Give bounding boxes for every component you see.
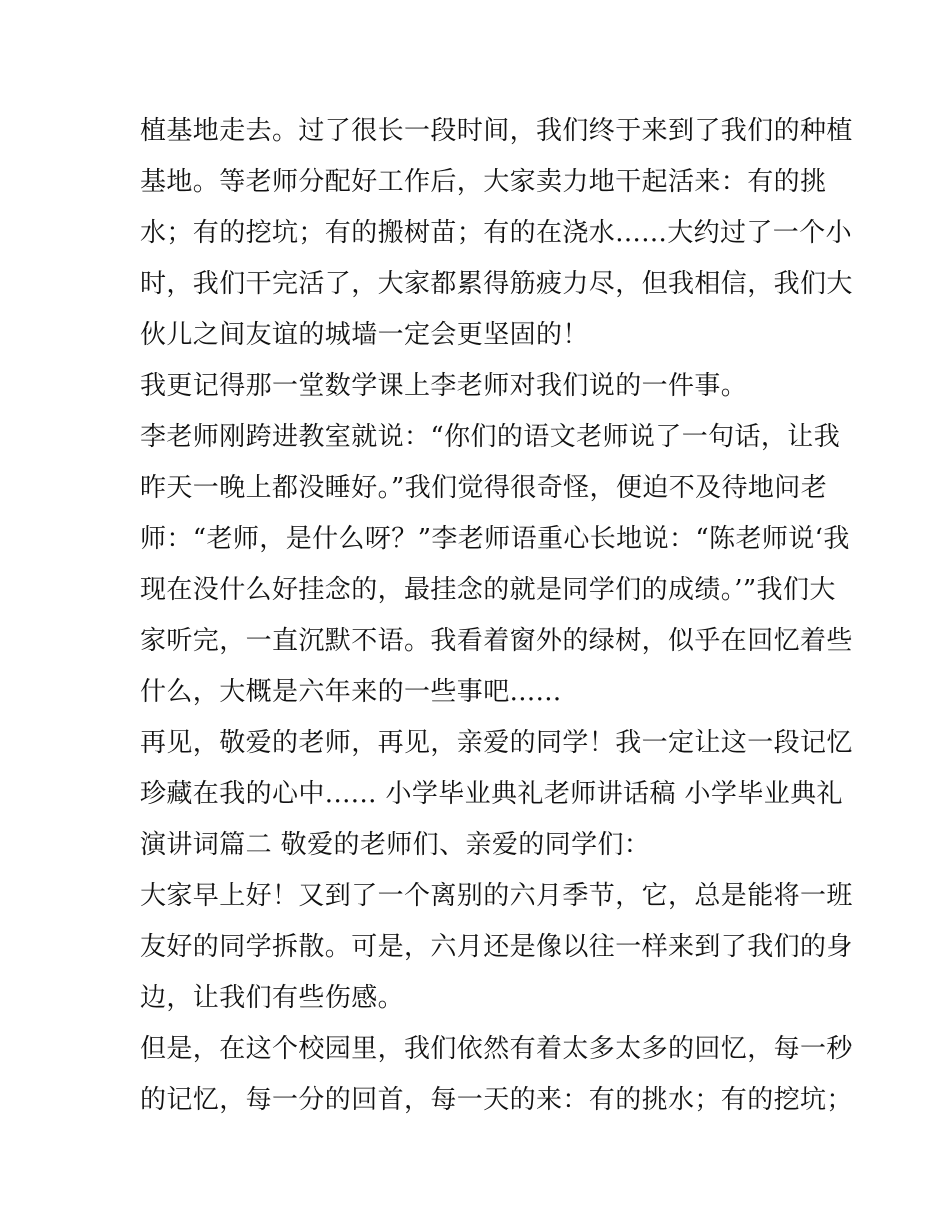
- text-line: 珍藏在我的心中...... 小学毕业典礼老师讲话稿 小学毕业典礼: [140, 779, 843, 809]
- text-line: 时，我们干完活了，大家都累得筋疲力尽，但我相信，我们大: [140, 269, 853, 299]
- text-line: 水；有的挖坑；有的搬树苗；有的在浇水......大约过了一个小: [140, 218, 852, 248]
- text-line: 的记忆，每一分的回首，每一天的来：有的挑水；有的挖坑；: [140, 1085, 853, 1115]
- text-line: 友好的同学拆散。可是，六月还是像以往一样来到了我们的身: [140, 932, 853, 962]
- text-line: 我更记得那一堂数学课上李老师对我们说的一件事。: [140, 371, 748, 401]
- text-line: 大家早上好！又到了一个离别的六月季节，它，总是能将一班: [140, 881, 853, 911]
- text-line: 演讲词篇二 敬爱的老师们、亲爱的同学们：: [140, 830, 651, 860]
- text-line: 伙儿之间友谊的城墙一定会更坚固的！: [140, 320, 589, 350]
- document-body: [140, 106, 853, 1126]
- text-line: 师：“老师，是什么呀？”李老师语重心长地说：“陈老师说‘我: [140, 524, 850, 554]
- text-line: 家听完，一直沉默不语。我看着窗外的绿树，似乎在回忆着些: [140, 626, 853, 656]
- text-line: 什么，大概是六年来的一些事吧......: [140, 677, 562, 707]
- text-line: 李老师刚跨进教室就说：“你们的语文老师说了一句话，让我: [140, 422, 841, 452]
- text-line: 昨天一晚上都没睡好。”我们觉得很奇怪，便迫不及待地问老: [140, 473, 828, 503]
- text-line: 植基地走去。过了很长一段时间，我们终于来到了我们的种植: [140, 116, 853, 146]
- text-line: 基地。等老师分配好工作后，大家卖力地干起活来：有的挑: [140, 167, 827, 197]
- text-line: 再见，敬爱的老师，再见，亲爱的同学！我一定让这一段记忆: [140, 728, 853, 758]
- text-line: 但是，在这个校园里，我们依然有着太多太多的回忆，每一秒: [140, 1034, 853, 1064]
- text-line: 边，让我们有些伤感。: [140, 983, 405, 1013]
- text-line: 现在没什么好挂念的，最挂念的就是同学们的成绩。’”我们大: [140, 575, 836, 605]
